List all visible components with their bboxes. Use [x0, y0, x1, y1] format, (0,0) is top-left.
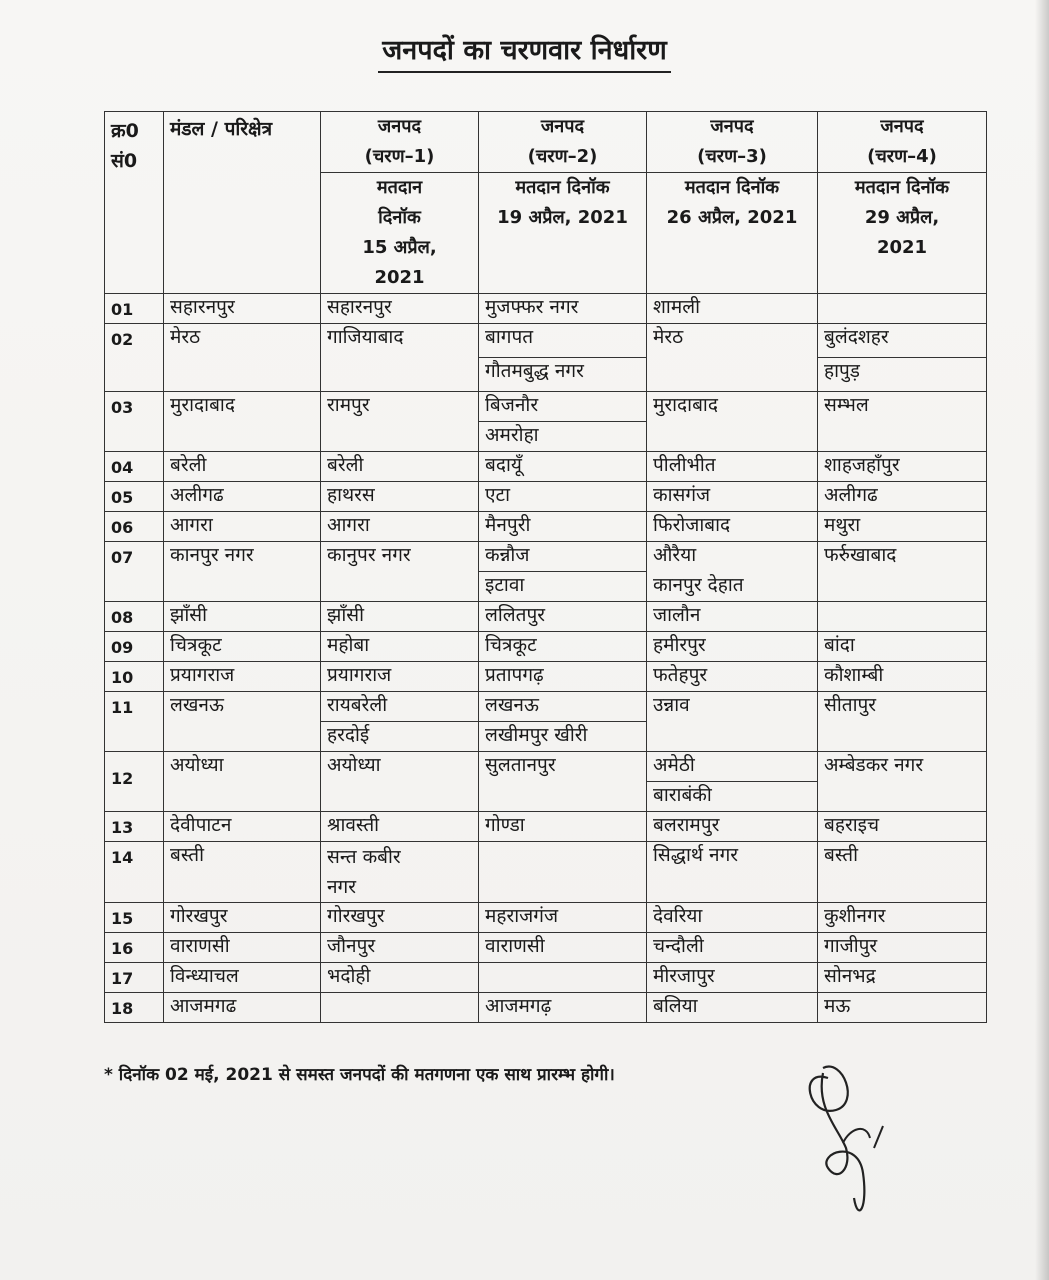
division-cell: देवीपाटन: [164, 812, 321, 842]
phase4-cell: बुलंदशहर: [818, 324, 987, 358]
phase4-cell: गाजीपुर: [818, 933, 987, 963]
phase1-cell: सहारनपुर: [321, 294, 479, 324]
phase2-cell: प्रतापगढ़: [479, 662, 647, 692]
phase1-cell: गोरखपुर: [321, 903, 479, 933]
phase3-cell: मेरठ: [647, 324, 818, 392]
table-row: [105, 692, 987, 722]
phase2-cell: चित्रकूट: [479, 632, 647, 662]
phase4-cell: शाहजहाँपुर: [818, 452, 987, 482]
phase3-cell: कासगंज: [647, 482, 818, 512]
phase2-cell: आजमगढ़: [479, 993, 647, 1023]
phase4-cell: बहराइच: [818, 812, 987, 842]
serial-cell: 02: [105, 324, 164, 392]
table-row: [105, 903, 987, 933]
phase4-cell: सीतापुर: [818, 692, 987, 752]
phase4-cell: फर्रुखाबाद: [818, 542, 987, 602]
serial-cell: 04: [105, 452, 164, 482]
serial-cell: 13: [105, 812, 164, 842]
phase3-cell: मुरादाबाद: [647, 392, 818, 452]
phase4-cell: सम्भल: [818, 392, 987, 452]
serial-cell: 01: [105, 294, 164, 324]
phase1-cell: अयोध्या: [321, 752, 479, 812]
phase3-cell: सिद्धार्थ नगर: [647, 842, 818, 903]
phase4-date: मतदान दिनॉक 29 अप्रैल, 2021: [818, 173, 987, 294]
phase4-cell: बांदा: [818, 632, 987, 662]
phase2-cell: सुलतानपुर: [479, 752, 647, 812]
page-edge-shadow: [1035, 0, 1049, 1280]
division-cell: प्रयागराज: [164, 662, 321, 692]
division-cell: मुरादाबाद: [164, 392, 321, 452]
table-row: [105, 933, 987, 963]
phase2-header: जनपद (चरण–2): [479, 112, 647, 173]
phase2-date: मतदान दिनॉक 19 अप्रैल, 2021: [479, 173, 647, 294]
phase2-cell: इटावा: [479, 572, 647, 602]
serial-cell: 15: [105, 903, 164, 933]
phase4-cell: कुशीनगर: [818, 903, 987, 933]
serial-cell: 14: [105, 842, 164, 903]
division-cell: वाराणसी: [164, 933, 321, 963]
serial-cell: 05: [105, 482, 164, 512]
table-row: [105, 482, 987, 512]
serial-cell: 17: [105, 963, 164, 993]
table-row: [105, 812, 987, 842]
serial-cell: 08: [105, 602, 164, 632]
division-cell: आगरा: [164, 512, 321, 542]
division-cell: झाँसी: [164, 602, 321, 632]
phase2-cell: [479, 963, 647, 993]
phase2-cell: गोण्डा: [479, 812, 647, 842]
division-cell: लखनऊ: [164, 692, 321, 752]
phase1-cell: रामपुर: [321, 392, 479, 452]
header-row: [105, 112, 987, 173]
serial-cell: 18: [105, 993, 164, 1023]
phase3-cell: अमेठी: [647, 752, 818, 782]
phase2-cell: एटा: [479, 482, 647, 512]
division-cell: गोरखपुर: [164, 903, 321, 933]
phase2-cell: बागपत: [479, 324, 647, 358]
serial-header: क्र0 सं0: [105, 112, 164, 294]
phase3-date: मतदान दिनॉक 26 अप्रैल, 2021: [647, 173, 818, 294]
phase4-cell: कौशाम्बी: [818, 662, 987, 692]
division-cell: विन्ध्याचल: [164, 963, 321, 993]
serial-cell: 12: [105, 752, 164, 812]
phase3-cell: मीरजापुर: [647, 963, 818, 993]
phase3-cell: कानपुर देहात: [647, 572, 818, 602]
table-row: [105, 512, 987, 542]
phase2-cell: महराजगंज: [479, 903, 647, 933]
phase2-cell: बिजनौर: [479, 392, 647, 422]
phase4-cell: अम्बेडकर नगर: [818, 752, 987, 812]
serial-cell: 11: [105, 692, 164, 752]
table-row: [105, 294, 987, 324]
division-cell: अयोध्या: [164, 752, 321, 812]
division-cell: कानपुर नगर: [164, 542, 321, 602]
phase3-cell: देवरिया: [647, 903, 818, 933]
phase2-cell: वाराणसी: [479, 933, 647, 963]
table-row: [105, 842, 987, 903]
phase2-cell: लखीमपुर खीरी: [479, 722, 647, 752]
table-row: [105, 993, 987, 1023]
table-row: [105, 662, 987, 692]
phase3-cell: बाराबंकी: [647, 782, 818, 812]
phase4-cell: हापुड़: [818, 358, 987, 392]
phase1-cell: [321, 993, 479, 1023]
table-row: [105, 324, 987, 358]
division-cell: बस्ती: [164, 842, 321, 903]
phase3-cell: चन्दौली: [647, 933, 818, 963]
phase3-cell: पीलीभीत: [647, 452, 818, 482]
phase1-cell: महोबा: [321, 632, 479, 662]
phase2-cell: अमरोहा: [479, 422, 647, 452]
division-header: मंडल / परिक्षेत्र: [164, 112, 321, 294]
phase1-cell: झाँसी: [321, 602, 479, 632]
phase1-cell: भदोही: [321, 963, 479, 993]
table-row: [105, 752, 987, 782]
phase3-cell: बलरामपुर: [647, 812, 818, 842]
phase3-cell: शामली: [647, 294, 818, 324]
phase2-cell: ललितपुर: [479, 602, 647, 632]
page-title: जनपदों का चरणवार निर्धारण: [0, 30, 1049, 73]
phase3-cell: बलिया: [647, 993, 818, 1023]
phase1-cell: हाथरस: [321, 482, 479, 512]
phase1-cell: प्रयागराज: [321, 662, 479, 692]
phase1-cell: आगरा: [321, 512, 479, 542]
table-row: [105, 602, 987, 632]
phase2-cell: गौतमबुद्ध नगर: [479, 358, 647, 392]
phase4-header: जनपद (चरण–4): [818, 112, 987, 173]
serial-cell: 16: [105, 933, 164, 963]
division-cell: अलीगढ: [164, 482, 321, 512]
phase2-cell: कन्नौज: [479, 542, 647, 572]
phase4-cell: मऊ: [818, 993, 987, 1023]
phase3-cell: फतेहपुर: [647, 662, 818, 692]
phase3-cell: फिरोजाबाद: [647, 512, 818, 542]
division-cell: मेरठ: [164, 324, 321, 392]
division-cell: सहारनपुर: [164, 294, 321, 324]
phase3-cell: जालौन: [647, 602, 818, 632]
table-row: [105, 632, 987, 662]
division-cell: आजमगढ: [164, 993, 321, 1023]
table-row: [105, 452, 987, 482]
phase4-cell: सोनभद्र: [818, 963, 987, 993]
serial-cell: 10: [105, 662, 164, 692]
serial-cell: 03: [105, 392, 164, 452]
phase2-cell: मुजफ्फर नगर: [479, 294, 647, 324]
footnote: * दिनॉक 02 मई, 2021 से समस्त जनपदों की मतगणना एक साथ प्रारम्भ होगी।: [104, 1065, 615, 1085]
division-cell: बरेली: [164, 452, 321, 482]
phase2-cell: मैनपुरी: [479, 512, 647, 542]
serial-cell: 06: [105, 512, 164, 542]
phase2-cell: लखनऊ: [479, 692, 647, 722]
phase3-cell: हमीरपुर: [647, 632, 818, 662]
phase4-cell: [818, 294, 987, 324]
phase1-cell: सन्त कबीर नगर: [321, 842, 479, 903]
phase1-cell: हरदोई: [321, 722, 479, 752]
phase4-cell: [818, 602, 987, 632]
phase1-header: जनपद (चरण–1): [321, 112, 479, 173]
phase2-cell: [479, 842, 647, 903]
phase-schedule-table: [104, 111, 987, 1023]
phase2-cell: बदायूँ: [479, 452, 647, 482]
phase1-cell: रायबरेली: [321, 692, 479, 722]
phase3-header: जनपद (चरण–3): [647, 112, 818, 173]
phase3-cell: उन्नाव: [647, 692, 818, 752]
phase4-cell: अलीगढ: [818, 482, 987, 512]
phase4-cell: मथुरा: [818, 512, 987, 542]
phase1-date: मतदान दिनॉक 15 अप्रैल, 2021: [321, 173, 479, 294]
phase1-cell: श्रावस्ती: [321, 812, 479, 842]
phase1-cell: कानुपर नगर: [321, 542, 479, 602]
table-row: [105, 963, 987, 993]
table-row: [105, 392, 987, 422]
division-cell: चित्रकूट: [164, 632, 321, 662]
phase4-cell: बस्ती: [818, 842, 987, 903]
phase1-cell: बरेली: [321, 452, 479, 482]
phase3-cell: औरैया: [647, 542, 818, 572]
serial-cell: 07: [105, 542, 164, 602]
signature-image: [788, 1048, 908, 1218]
serial-cell: 09: [105, 632, 164, 662]
phase1-cell: जौनपुर: [321, 933, 479, 963]
table-row: [105, 542, 987, 572]
phase1-cell: गाजियाबाद: [321, 324, 479, 392]
